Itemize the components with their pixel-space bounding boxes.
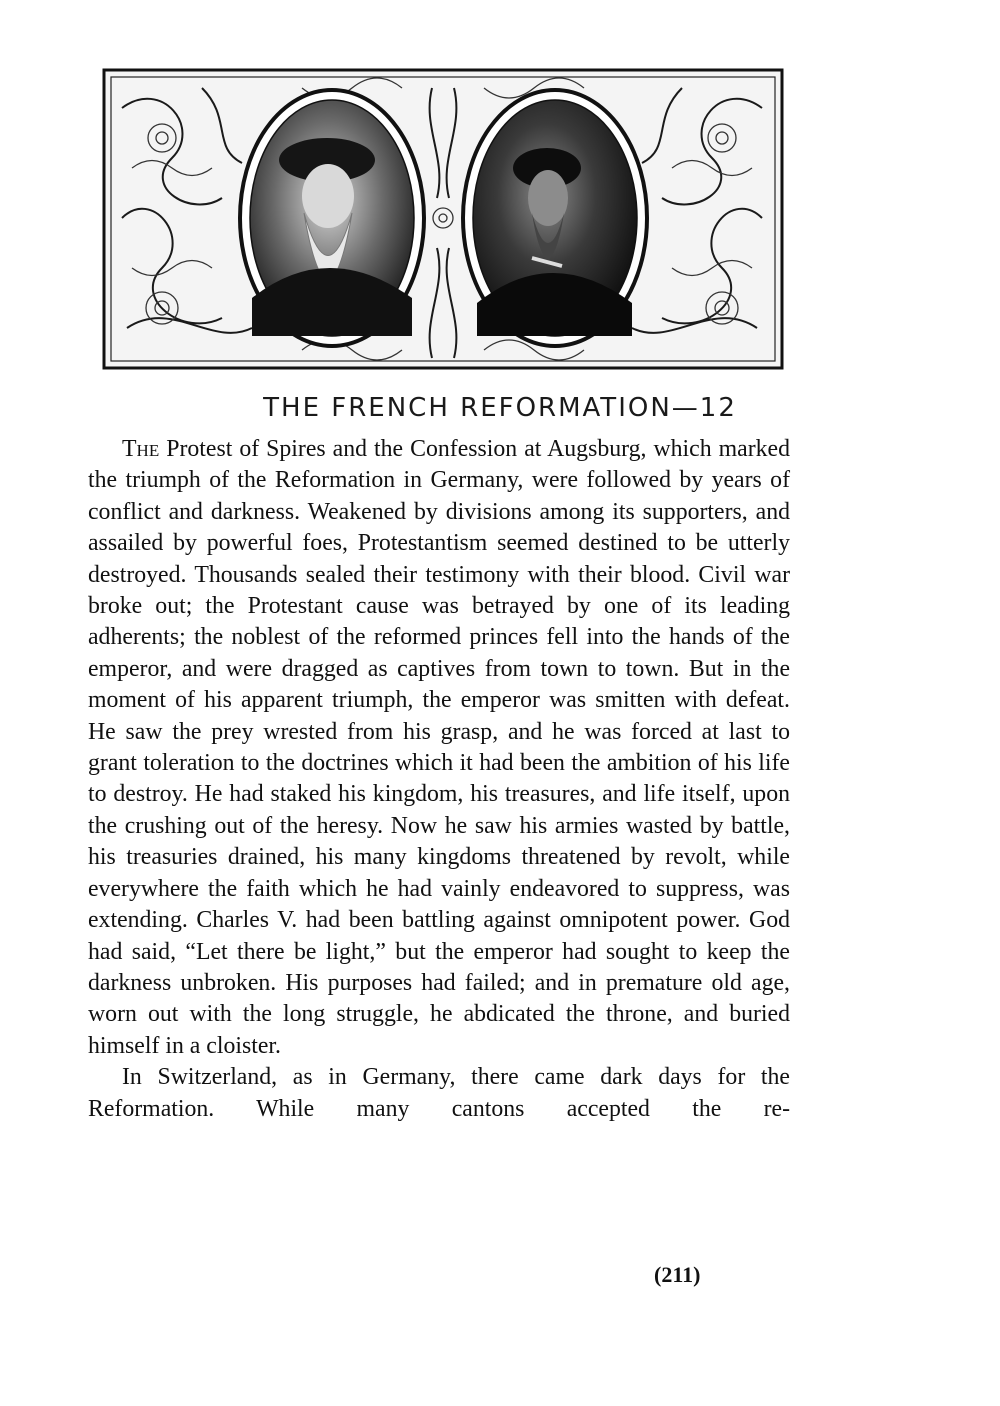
paragraph-lead-word: The <box>122 436 160 462</box>
right-portrait <box>463 90 647 346</box>
paragraph-1 <box>88 434 790 1062</box>
chapter-title: THE FRENCH REFORMATION—12 <box>263 393 737 423</box>
paragraph-1-text: Protest of Spires and the Confession at Augsburg, which marked the triumph of the Reformation in Germany, were followed by years of conflict and darkness. Weakened by divisions among its supporters, and assailed by powerful foes, Protestantism seemed destined to be utterly destroyed. Thousands sealed their testimony with their blood. Civil war broke out; the Protestant cause was betrayed by one of its leading adherents; the noblest of the reformed princes fell into the hands of the emperor, and were dragged as captives from town to town. But in the moment of his apparent triumph, the emperor was smitten with defeat. He saw the prey wrested from his grasp, and he was forced at last to grant toleration to the doctrines which it had been the ambition of his life to destroy. He had staked his kingdom, his treasures, and life itself, upon the crushing out of the heresy. Now he saw his armies wasted by battle, his treasuries drained, his many kingdoms threatened by revolt, while everywhere the faith which he had vainly endeavored to suppress, was extending. Charles V. had been battling against omnipotent power. God had said, “Let there be light,” but the emperor had sought to keep the darkness unbroken. His purposes had failed; and in premature old age, worn out with the long struggle, he abdicated the throne, and buried himself in a cloister. <box>88 436 790 1059</box>
paragraph-2: In Switzerland, as in Germany, there came dark days for the Reformation. While many cantons accepted the re- <box>88 1064 790 1122</box>
page-number: (211) <box>654 1262 701 1287</box>
body-text <box>88 434 790 1125</box>
left-portrait <box>240 90 424 346</box>
ornamental-banner <box>102 68 784 370</box>
